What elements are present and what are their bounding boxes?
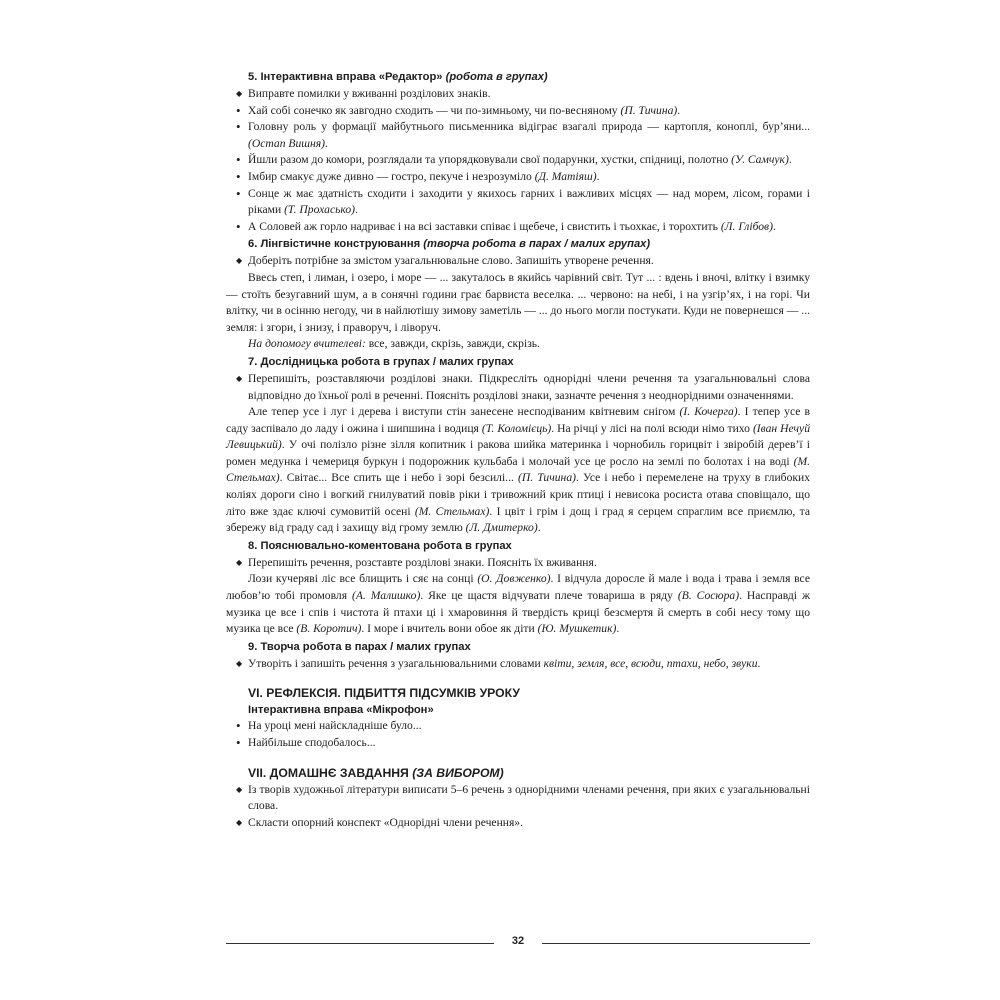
section-6-task: ◆ Доберіть потрібне за змістом узагальнювальне слово. Запишіть утворене речення. [226, 253, 810, 270]
author-citation: (У. Самчук) [731, 153, 789, 167]
text-run: . У очі полізло різне зілля копитник і ракова шийка материнка і чорнобиль горицвіт і звіробій дерев’ї і ромен медунка і чемериця буркун і подорожник кульбаба і молочай усе це росло на землі по болотах і на воді [226, 438, 810, 468]
text-run: Але тепер усе і луг і дерева і виступи стін занесене несподіваним квітневим снігом [248, 405, 680, 419]
footer-rule-right [542, 943, 810, 944]
author-citation: (М. Стельмах) [414, 504, 490, 518]
text-run: . Усе і небо і перемелене на труху в глибоких коліях дороги сіно і вогкий гнилуватий повів ріки і тривожний крик птиці і невисока росиста отава сповіщало, що літо вже здає ключі сумовитій осені [226, 471, 810, 518]
section-8-task: ◆ Перепишіть речення, розставте розділові знаки. Поясніть їх вживання. [226, 555, 810, 572]
author-citation: (П. Тичина) [518, 471, 576, 485]
page-content [226, 68, 810, 831]
text-run: . І море і вчитель вони обое як діти [361, 622, 538, 636]
section-6-help: На допомогу вчителеві: все, завжди, скрізь, завжди, скрізь. [248, 337, 540, 351]
text-run: . [537, 521, 541, 535]
section-9-words: квіти, земля, все, всюди, птахи, небо, звуки [543, 656, 758, 670]
author-citation: (Д. Матіяш) [534, 169, 597, 183]
footer-rule-left [226, 943, 494, 944]
author-citation: (Л. Дмитерко) [465, 521, 538, 535]
list-item: • Йшли разом до комори, розглядали та упорядковували свої подарунки, хустки, спідниці, полотно (У. Самчук). [226, 152, 810, 169]
text-run: . На річці у лісі на полі всюди німо тихо [551, 421, 753, 435]
text-run: . Світає... Все спить ще і небо і зорі безсилі... [279, 471, 518, 485]
list-item: • Найбільше сподобалось... [226, 735, 810, 752]
page-number: 32 [511, 935, 525, 947]
section-vi-title: VI. РЕФЛЕКСІЯ. ПІДБИТТЯ ПІДСУМКІВ УРОКУ [248, 686, 520, 701]
section-vii-title: VII. ДОМАШНЄ ЗАВДАННЯ (ЗА ВИБОРОМ) [248, 765, 504, 780]
section-5-task: ◆ Виправте помилки у вживанні розділових знаків. [226, 86, 810, 103]
list-item: • А Соловей аж горло надриває і на всі заставки співає і щебече, і свистить і тьохкає, і торохтить (Л. Глібов). [226, 219, 810, 236]
list-item: ◆ Скласти опорний конспект «Однорідні члени речення». [226, 815, 810, 832]
author-citation: (А. Малишко) [351, 589, 421, 603]
author-citation: (В. Сосюра) [677, 589, 740, 603]
section-5-list [226, 103, 810, 236]
section-5-title: 5. Інтерактивна вправа «Редактор» (робота в групах) [248, 71, 548, 83]
list-item: • Імбир смакує дуже дивно — гостро, пекуче і незрозуміло (Д. Матіяш). [226, 169, 810, 186]
section-6-text: Ввесь степ, і лиман, і озеро, і море — ... закуталось в якийсь чарівний світ. Тут ... : вдень і вночі, влітку і взимку — стоїть безугавний шум, а в сонячні години грає барвиста веселка. ... червоно: на небі, і на узгір’ях, і на горі. Чи влітку, чи в осінню негоду, чи в найлютішу зимову заметіль — ... до нього могли постукати. Куди не повернешся — ... земля: і згори, і знизу, і праворуч, і ліворуч. [226, 270, 810, 334]
author-citation: (І. Кочерга) [679, 405, 738, 419]
text-run: . Яке це щастя відчувати плече товариша в ряду [420, 589, 678, 603]
text-run: . [616, 622, 620, 636]
section-7-text [226, 404, 810, 537]
author-citation: (Іван Нечуй Левицький) [226, 421, 810, 452]
section-8-title: 8. Пояснювально-коментована робота в групах [248, 539, 512, 552]
section-9-task: ◆ Утворіть і запишіть речення з узагальнювальними словами квіти, земля, все, всюди, птахи, небо, звуки. [226, 656, 810, 673]
author-citation: (М. Стельмах) [226, 454, 810, 485]
help-label: На допомогу вчителеві: [248, 337, 366, 351]
list-item: • Головну роль у формації майбутнього письменника відіграє взагалі природа — картопля, коноплі, бур’яни... (Остап Вишня). [226, 119, 810, 152]
text-run: . І відчула доросле й мале і вода і трава і земля все любов’ю тобі промовля [226, 572, 810, 603]
text-run: . Насправді ж музика це все і спів і чистота й птахи ці і хмаровиння й твердість криці безсмертя й смерть в собі несу тому що музика це все [226, 589, 810, 636]
author-citation: (Ю. Мушкетик) [537, 622, 617, 636]
author-citation: (Т. Прохасько) [284, 203, 356, 217]
list-item: • Хай собі сонечко як завгодно сходить — чи по-зимньому, чи по-весняному (П. Тичина). [226, 103, 810, 120]
section-vi-subtitle: Інтерактивна вправа «Мікрофон» [248, 704, 434, 717]
author-citation: (Остап Вишня) [248, 136, 326, 150]
list-item: • Сонце ж має здатність сходити і заходити у якихось гарних і важливих місцях — над морем, лісом, горами і ріками (Т. Прохасько). [226, 186, 810, 219]
page-footer [226, 934, 810, 952]
author-citation: (В. Коротич) [296, 622, 362, 636]
section-7-title: 7. Дослідницька робота в групах / малих групах [248, 355, 514, 368]
author-citation: (О. Довженко) [477, 572, 551, 586]
section-9-title: 9. Творча робота в парах / малих групах [248, 640, 471, 653]
section-7-task: ◆ Перепишіть, розставляючи розділові знаки. Підкресліть однорідні члени речення та узагальнювальні слова відповідно до їхньої ролі в реченні. Поясніть розділові знаки, зазначте речення з неоднорідними означеннями. [226, 371, 810, 404]
author-citation: (П. Тичина) [620, 103, 678, 117]
section-6-title: 6. Лінгвістичне конструювання (творча робота в парах / малих групах) [248, 238, 651, 251]
author-citation: (Л. Глібов) [720, 219, 773, 233]
author-citation: (Т. Коломієць) [481, 421, 552, 435]
text-run: . І цвіт і грім і дощ і град я серцем спраглим все приємлю, та збережу від граду сад і захищу від грому землю [226, 504, 811, 535]
text-run: Лози кучеряві ліс все блищить і сяє на сонці [248, 572, 478, 586]
list-item: • На уроці мені найскладніше було... [226, 718, 810, 735]
section-8-text [226, 571, 810, 637]
text-run: . І тепер усе в саду заспівало до ладу і ожина і шипшина і водиця [226, 405, 811, 435]
list-item: ◆ Із творів художньої літератури виписати 5–6 речень з однорідними членами речення, при яких є узагальнювальні слова. [226, 782, 810, 815]
